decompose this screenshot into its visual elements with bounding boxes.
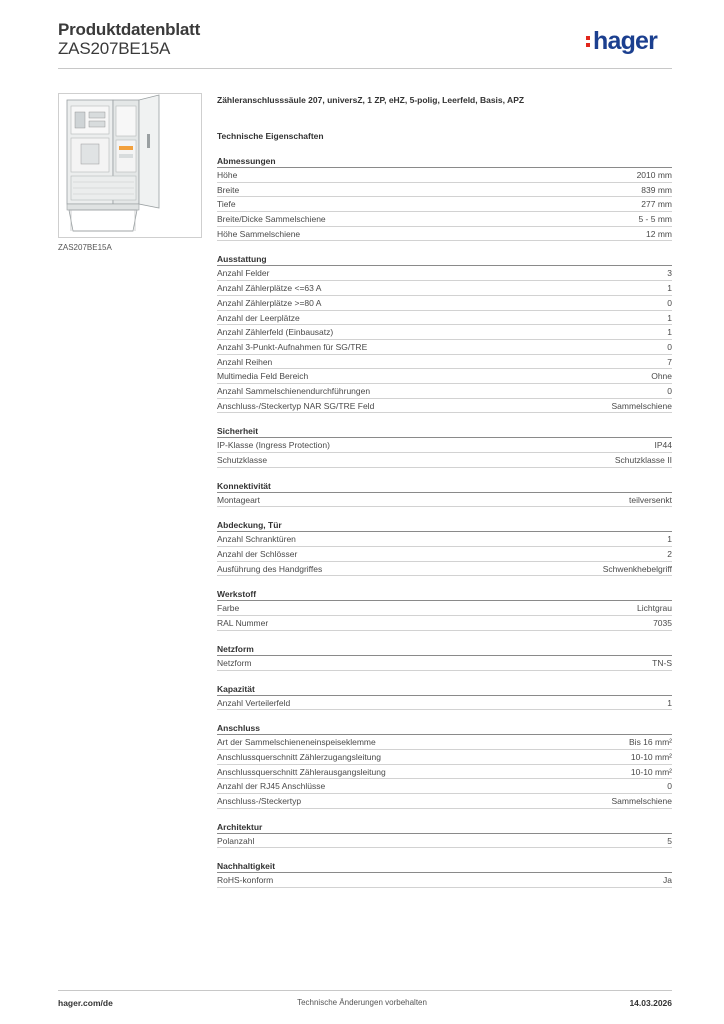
spec-row (217, 266, 672, 281)
spec-value: Sammelschiene (611, 795, 672, 806)
spec-row (217, 197, 672, 212)
spec-row (217, 453, 672, 468)
spec-value: 277 mm (641, 199, 672, 210)
spec-row (217, 311, 672, 326)
spec-row (217, 438, 672, 453)
product-image (58, 93, 202, 238)
spec-group (217, 519, 672, 576)
footer-divider (58, 990, 672, 991)
spec-label: Multimedia Feld Bereich (217, 371, 309, 382)
spec-row (217, 735, 672, 750)
spec-row (217, 493, 672, 508)
spec-value: 12 mm (646, 228, 672, 239)
spec-group (217, 683, 672, 711)
spec-label: Farbe (217, 603, 240, 614)
spec-value: 2010 mm (636, 170, 672, 180)
spec-row (217, 656, 672, 671)
spec-label: Anschluss-/Steckertyp (217, 795, 302, 806)
spec-label: Anzahl der Schlösser (217, 549, 298, 560)
spec-value: 1 (667, 283, 672, 294)
spec-value: 1 (667, 327, 672, 338)
spec-value: Schutzklasse II (614, 455, 672, 465)
spec-group-title: Abdeckung, Tür (217, 519, 672, 532)
spec-group-title: Netzform (217, 643, 672, 656)
footer-date: 14.03.2026 (629, 998, 672, 1008)
spec-value: 1 (667, 312, 672, 323)
spec-row (217, 834, 672, 849)
spec-label: Anzahl Zählerfeld (Einbausatz) (217, 327, 334, 338)
spec-group (217, 425, 672, 467)
spec-label: Tiefe (217, 199, 236, 210)
spec-label: Anzahl Reihen (217, 356, 273, 367)
spec-value: 1 (667, 534, 672, 545)
spec-value: 7035 (653, 618, 672, 629)
spec-group-title: Ausstattung (217, 253, 672, 266)
spec-label: Breite (217, 184, 240, 195)
spec-label: Anzahl Verteilerfeld (217, 697, 291, 708)
spec-group-title: Nachhaltigkeit (217, 860, 672, 873)
spec-label: Höhe Sammelschiene (217, 228, 301, 239)
spec-label: Anzahl 3-Punkt-Aufnahmen für SG/TRE (217, 341, 368, 352)
specification-area (217, 93, 672, 900)
spec-value: 5 - 5 mm (638, 214, 672, 225)
spec-row (217, 212, 672, 227)
spec-label: Breite/Dicke Sammelschiene (217, 214, 326, 225)
spec-value: 0 (667, 297, 672, 308)
spec-group-title: Sicherheit (217, 425, 672, 438)
spec-row (217, 696, 672, 711)
spec-group-title: Werkstoff (217, 588, 672, 601)
spec-row (217, 779, 672, 794)
spec-value: Bis 16 mm² (629, 737, 672, 748)
spec-group (217, 860, 672, 888)
spec-value: Sammelschiene (611, 400, 672, 411)
spec-row (217, 794, 672, 809)
spec-row (217, 325, 672, 340)
spec-label: RAL Nummer (217, 618, 269, 629)
page-title: Produktdatenblatt (58, 20, 201, 39)
spec-row (217, 616, 672, 631)
section-heading: Technische Eigenschaften (217, 131, 324, 141)
spec-row (217, 750, 672, 765)
spec-value: Ja (663, 875, 672, 886)
spec-label: Anschlussquerschnitt Zählerzugangsleitung (217, 751, 381, 762)
spec-label: Anzahl Felder (217, 268, 270, 279)
spec-row (217, 601, 672, 616)
header-divider (58, 68, 672, 69)
spec-value: 0 (667, 341, 672, 352)
spec-value: 3 (667, 268, 672, 279)
spec-row (217, 355, 672, 370)
spec-label: Anzahl der RJ45 Anschlüsse (217, 781, 326, 792)
logo-dots-icon (586, 36, 590, 50)
spec-group-title: Abmessungen (217, 155, 672, 168)
spec-label: Anzahl der Leerplätze (217, 312, 300, 323)
spec-value: TN-S (652, 657, 672, 668)
spec-label: Schutzklasse (217, 455, 268, 465)
spec-row (217, 183, 672, 198)
spec-value: 7 (667, 356, 672, 367)
spec-label: Ausführung des Handgriffes (217, 563, 323, 574)
footer-website-link[interactable]: hager.com/de (58, 998, 113, 1008)
spec-row (217, 547, 672, 562)
spec-group-title: Konnektivität (217, 480, 672, 493)
spec-value: 1 (667, 697, 672, 708)
spec-row (217, 873, 672, 888)
spec-row (217, 281, 672, 296)
spec-label: Netzform (217, 657, 252, 668)
spec-group (217, 155, 672, 241)
spec-row (217, 765, 672, 780)
spec-value: Ohne (651, 371, 672, 382)
spec-value: teilversenkt (629, 494, 672, 505)
spec-group-title: Anschluss (217, 722, 672, 735)
cabinet-illustration-icon (59, 94, 201, 237)
spec-row (217, 340, 672, 355)
spec-label: IP-Klasse (Ingress Protection) (217, 440, 330, 451)
spec-label: Montageart (217, 494, 260, 505)
spec-group (217, 588, 672, 630)
spec-row (217, 399, 672, 414)
spec-value: 0 (667, 781, 672, 792)
spec-group (217, 643, 672, 671)
spec-groups (217, 155, 672, 888)
spec-group (217, 821, 672, 849)
spec-group (217, 480, 672, 508)
spec-group (217, 722, 672, 808)
spec-value: 839 mm (641, 184, 672, 195)
spec-value: 2 (667, 549, 672, 560)
product-description: Zähleranschlusssäule 207, universZ, 1 ZP, eHZ, 5-polig, Leerfeld, Basis, APZ (217, 95, 525, 105)
spec-group (217, 253, 672, 413)
spec-label: Höhe (217, 170, 238, 180)
spec-value: 5 (667, 835, 672, 846)
spec-label: Anzahl Zählerplätze >=80 A (217, 297, 322, 308)
spec-row (217, 384, 672, 399)
spec-row (217, 369, 672, 384)
spec-value: 10-10 mm² (630, 766, 672, 777)
product-code: ZAS207BE15A (58, 39, 171, 58)
spec-row (217, 532, 672, 547)
spec-row (217, 296, 672, 311)
spec-label: Anzahl Schranktüren (217, 534, 296, 545)
spec-label: Art der Sammelschieneneinspeiseklemme (217, 737, 376, 748)
spec-row (217, 562, 672, 577)
spec-label: Anschlussquerschnitt Zählerausgangsleitung (217, 766, 386, 777)
spec-group-title: Architektur (217, 821, 672, 834)
spec-label: Anzahl Sammelschienendurchführungen (217, 385, 371, 396)
spec-row (217, 168, 672, 183)
spec-value: IP44 (654, 440, 672, 451)
spec-value: Schwenkhebelgriff (602, 563, 672, 574)
spec-label: Polanzahl (217, 835, 255, 846)
spec-value: 10-10 mm² (630, 751, 672, 762)
spec-row (217, 227, 672, 242)
spec-label: Anzahl Zählerplätze <=63 A (217, 283, 322, 294)
spec-value: 0 (667, 385, 672, 396)
spec-label: RoHS-konform (217, 875, 274, 886)
spec-group-title: Kapazität (217, 683, 672, 696)
image-caption: ZAS207BE15A (58, 243, 112, 252)
logo-text: hager (593, 27, 658, 55)
hager-logo[interactable] (593, 26, 657, 60)
spec-value: Lichtgrau (637, 603, 672, 614)
spec-label: Anschluss-/Steckertyp NAR SG/TRE Feld (217, 400, 375, 411)
footer-disclaimer: Technische Änderungen vorbehalten (297, 998, 427, 1007)
